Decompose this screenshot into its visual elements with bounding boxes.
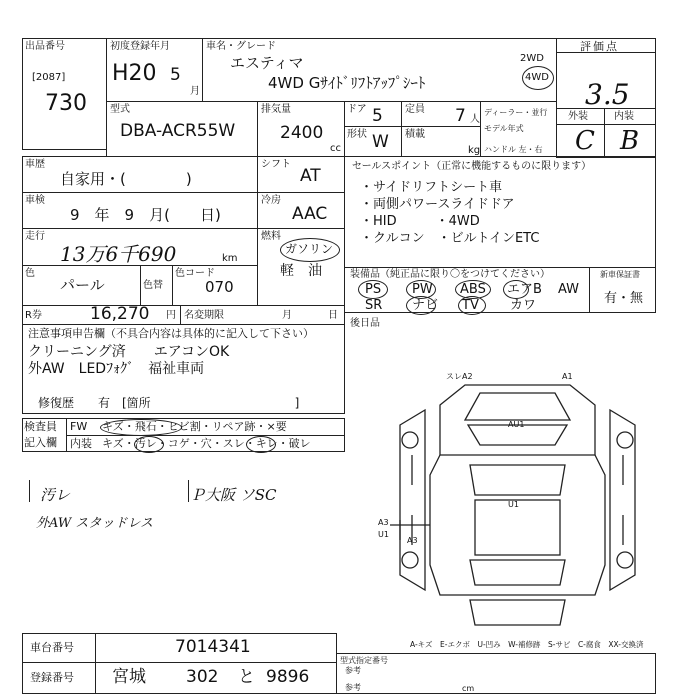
inspector-fw-items: キズ・飛石・ヒビ割・リペア跡・×要 bbox=[102, 420, 287, 433]
shape-label: 形状 bbox=[347, 129, 367, 140]
recycle-day-unit: 日 bbox=[328, 310, 338, 321]
displacement-value: 2400 bbox=[280, 123, 324, 143]
plate-region: 宮城 bbox=[112, 667, 146, 687]
recycle-unit: 円 bbox=[166, 310, 176, 321]
divider bbox=[556, 52, 656, 53]
color-code: 070 bbox=[205, 278, 234, 296]
ac-label: 冷房 bbox=[261, 195, 281, 206]
circle-ps bbox=[358, 280, 388, 299]
plate-kana: と bbox=[238, 667, 255, 687]
vehicle-diagram bbox=[370, 365, 670, 635]
selling-point-4: ・クルコン ・ビルトインETC bbox=[360, 231, 540, 246]
chassis-label: 車台番号 bbox=[30, 641, 74, 654]
shift-label: シフト bbox=[261, 159, 291, 170]
model-value: DBA-ACR55W bbox=[120, 121, 236, 141]
recycle-month-unit: 月 bbox=[282, 310, 292, 321]
handwritten-aw: 外AW スタッドレス bbox=[36, 516, 153, 531]
load-unit: kg bbox=[468, 145, 481, 156]
capacity-label: 定員 bbox=[405, 104, 425, 115]
color-value: パール bbox=[60, 276, 105, 294]
mileage-label: 走行 bbox=[25, 231, 45, 242]
mileage-unit: km bbox=[222, 253, 238, 264]
capacity-unit: 人 bbox=[470, 114, 480, 125]
equip-airbag: エアB bbox=[507, 282, 542, 297]
warranty-label: 新車保証書 bbox=[600, 270, 640, 279]
divider bbox=[172, 265, 173, 306]
handwritten-mark bbox=[188, 480, 189, 502]
recycle-label: R券 bbox=[25, 310, 42, 321]
month-unit: 月 bbox=[190, 86, 200, 97]
handwritten-dirt: 汚レ bbox=[40, 486, 71, 504]
history-value: 自家用・( ) bbox=[60, 170, 192, 188]
lot-code: [2087] bbox=[32, 72, 66, 83]
circle-navi bbox=[406, 296, 439, 315]
chassis-value: 7014341 bbox=[175, 637, 251, 657]
load-label: 積載 bbox=[405, 129, 425, 140]
notes-label: 注意事項申告欄（不具合内容は具体的に記入して下さい） bbox=[28, 327, 314, 340]
equip-aw: AW bbox=[558, 282, 580, 297]
dealer-label: ディーラー・並行 bbox=[484, 108, 548, 117]
equip-ps: PS bbox=[365, 282, 382, 297]
drive-4wd: 4WD bbox=[525, 72, 549, 83]
recycle-value: 16,270 bbox=[90, 304, 150, 324]
equipment-label: 装備品（純正品に限り〇をつけてください） bbox=[350, 269, 550, 280]
equip-pw: PW bbox=[412, 282, 433, 297]
modification-unit: cm bbox=[462, 684, 475, 693]
fuel-selected: 軽 油 bbox=[280, 263, 322, 279]
modification-ref2: 参考 bbox=[345, 683, 361, 692]
equip-tv: TV bbox=[462, 298, 479, 313]
capacity-value: 7 bbox=[455, 106, 466, 126]
fuel-label: 燃料 bbox=[261, 231, 281, 242]
model-year-label: モデル年式 bbox=[484, 124, 524, 133]
divider bbox=[344, 126, 402, 127]
mileage-value: 13万6千690 bbox=[60, 242, 177, 266]
divider bbox=[556, 124, 656, 125]
interior-label: 内装 bbox=[614, 111, 634, 122]
notes-line-1: クリーニング済 エアコンOK bbox=[28, 344, 230, 360]
vehicle-label: 車名・グレード bbox=[206, 41, 276, 52]
fuel-circle bbox=[280, 238, 340, 262]
scuff-circle bbox=[246, 436, 276, 453]
doors-label: ドア bbox=[347, 104, 367, 115]
notes-line-2: 外AW LEDﾌｫｸﾞ 福祉車両 bbox=[28, 361, 205, 377]
circle-airbag bbox=[503, 280, 529, 299]
history-label: 車歴 bbox=[25, 159, 45, 170]
displacement-label: 排気量 bbox=[261, 104, 291, 115]
inspector-interior: 内装 bbox=[70, 437, 92, 450]
inspector-label-2: 記入欄 bbox=[24, 436, 57, 449]
doors-value: 5 bbox=[372, 106, 383, 126]
registration-era: H20 bbox=[112, 61, 157, 86]
fuel-options: ガソリン bbox=[285, 242, 334, 256]
divider bbox=[257, 228, 345, 229]
divider bbox=[22, 192, 258, 193]
divider bbox=[180, 305, 181, 325]
inspector-label-1: 検査員 bbox=[24, 420, 57, 433]
inspector-interior-items: キズ・汚レ・コゲ・穴・スレ・キレ・破レ bbox=[102, 437, 311, 450]
divider bbox=[604, 108, 605, 158]
equip-navi: ナビ bbox=[412, 298, 439, 313]
equip-sr: SR bbox=[365, 298, 383, 313]
after-date-label: 後日品 bbox=[350, 318, 380, 329]
divider bbox=[257, 192, 345, 193]
diagram-label-au1: AU1 bbox=[508, 420, 525, 429]
selling-points-box bbox=[344, 156, 656, 268]
displacement-unit: cc bbox=[330, 143, 341, 154]
plate-number: 9896 bbox=[266, 667, 310, 687]
interior-score: B bbox=[620, 126, 640, 156]
circle-tv bbox=[458, 296, 486, 315]
score-value: 3.5 bbox=[585, 78, 630, 111]
divider bbox=[95, 633, 96, 663]
modification-label: 型式指定番号 bbox=[340, 656, 388, 665]
shape-value: W bbox=[372, 132, 389, 152]
shift-value: AT bbox=[300, 166, 321, 186]
equip-abs: ABS bbox=[460, 282, 486, 297]
ac-value: AAC bbox=[292, 204, 328, 224]
modification-ref1: 参考 bbox=[345, 666, 361, 675]
registration-label: 初度登録年月 bbox=[110, 41, 170, 52]
lot-number: 730 bbox=[45, 91, 87, 116]
lot-label: 出品番号 bbox=[25, 41, 65, 52]
selling-point-3: ・HID ・4WD bbox=[360, 214, 480, 229]
divider bbox=[401, 126, 481, 127]
model-label: 型式 bbox=[110, 104, 130, 115]
plate-class: 302 bbox=[186, 667, 219, 687]
handle-label: ハンドル 左・右 bbox=[484, 145, 543, 154]
inspector-fw: FW bbox=[70, 420, 88, 433]
plate-label: 登録番号 bbox=[30, 671, 74, 684]
diagram-label-a3b: A3 bbox=[407, 536, 418, 545]
dirt-circle bbox=[134, 436, 164, 453]
inspection-label: 車検 bbox=[25, 195, 45, 206]
selling-points-label: セールスポイント（正常に機能するものに限ります） bbox=[352, 161, 592, 172]
drive-2wd: 2WD bbox=[520, 53, 544, 64]
fw-circle bbox=[100, 419, 182, 436]
equip-leather: カワ bbox=[510, 298, 537, 313]
color-code-label: 色コード bbox=[175, 268, 215, 279]
warranty-value: 有・無 bbox=[604, 291, 644, 306]
color-label: 色 bbox=[25, 268, 35, 279]
handwritten-right: Ｐ大阪 ソSC bbox=[190, 486, 277, 504]
divider bbox=[66, 435, 345, 436]
vehicle-grade: 4WD Gｻｲﾄﾞﾘﾌﾄｱｯﾌﾟｼｰﾄ bbox=[268, 74, 426, 92]
inspection-value: 9 年 9 月( 日) bbox=[70, 206, 221, 224]
selling-point-2: ・両側パワースライドドア bbox=[360, 197, 515, 212]
diagram-label-u1: U1 bbox=[508, 500, 519, 509]
diagram-label-u1b: U1 bbox=[378, 530, 389, 539]
divider bbox=[140, 265, 141, 306]
color-swap-label: 色替 bbox=[143, 280, 163, 291]
selling-point-1: ・サイドリフトシート車 bbox=[360, 180, 503, 195]
registration-month: 5 bbox=[170, 65, 181, 85]
change-label: 名変期限 bbox=[184, 310, 224, 321]
exterior-score: C bbox=[575, 126, 595, 156]
divider bbox=[95, 662, 96, 694]
divider bbox=[556, 108, 656, 109]
vehicle-name: エスティマ bbox=[230, 54, 304, 72]
handwritten-mark bbox=[29, 480, 30, 502]
diagram-label-a2: スレA2 bbox=[446, 372, 473, 381]
diagram-label-a3: A3 bbox=[378, 518, 389, 527]
diagram-label-a1: A1 bbox=[562, 372, 573, 381]
score-label: 評価点 bbox=[580, 40, 619, 53]
diagram-legend: A-キズ E-エクボ U-凹み W-補修跡 S-サビ C-腐食 XX-交換済 bbox=[410, 640, 644, 649]
exterior-label: 外装 bbox=[568, 111, 588, 122]
divider bbox=[22, 228, 258, 229]
repair-history: 修復歴 有 [箇所 ] bbox=[38, 396, 300, 410]
